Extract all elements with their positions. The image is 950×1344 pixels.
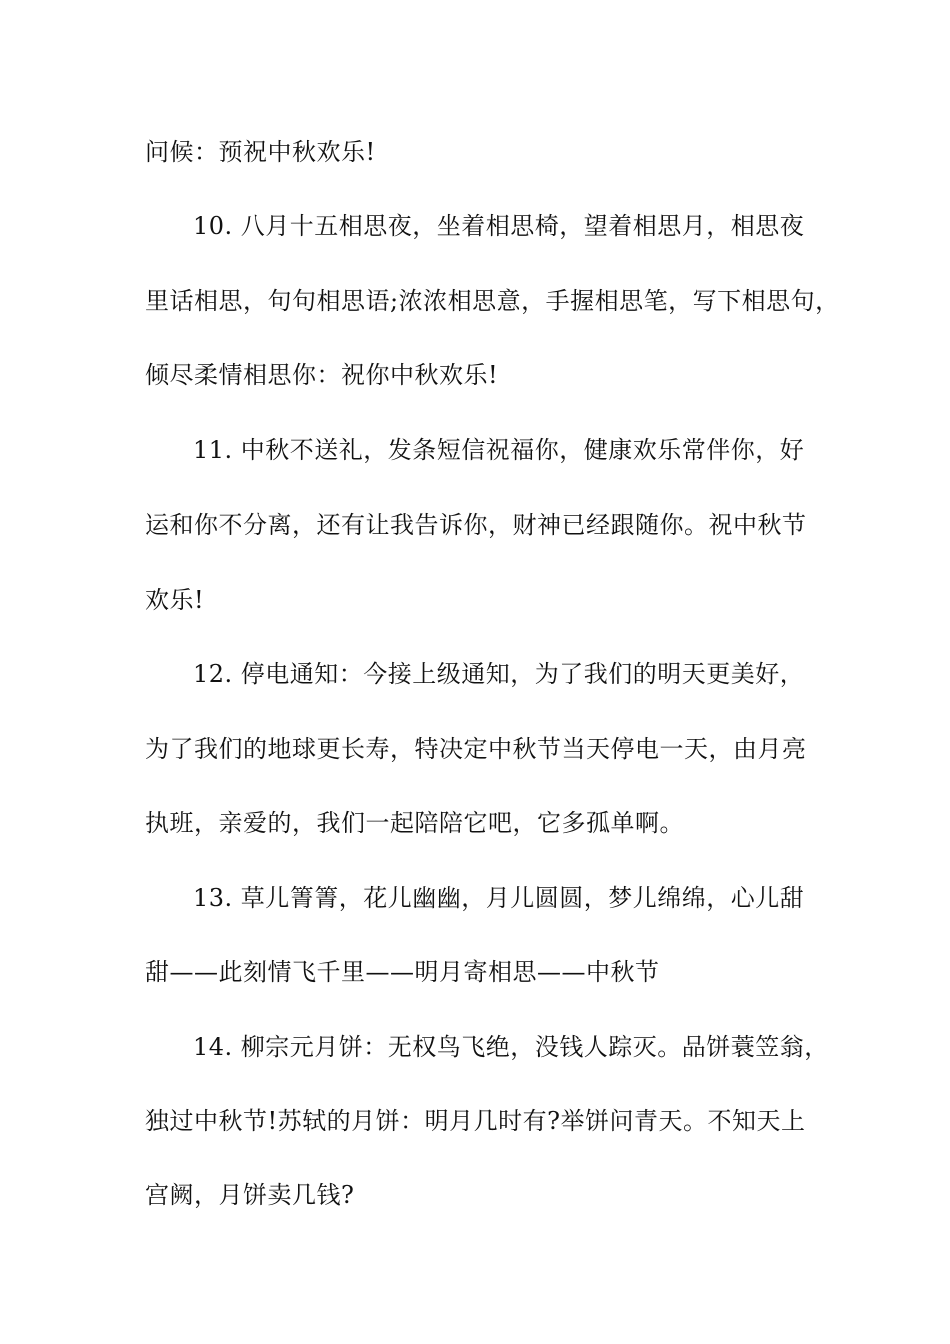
text-line: 倾尽柔情相思你：祝你中秋欢乐! bbox=[145, 361, 499, 389]
text-line: 为了我们的地球更长寿，特决定中秋节当天停电一天，由月亮 bbox=[145, 735, 807, 763]
text-line: 问候：预祝中秋欢乐! bbox=[145, 138, 376, 166]
paragraph-first-line: 12. 停电通知：今接上级通知，为了我们的明天更美好， bbox=[193, 660, 805, 688]
text-line: 里话相思，句句相思语;浓浓相思意，手握相思笔，写下相思句， bbox=[145, 287, 840, 315]
paragraph-first-line: 14. 柳宗元月饼：无权鸟飞绝，没钱人踪灭。品饼蓑笠翁， bbox=[193, 1033, 829, 1061]
paragraph-first-line: 13. 草儿箐箐，花儿幽幽，月儿圆圆，梦儿绵绵，心儿甜 bbox=[193, 884, 805, 912]
text-line: 甜——此刻情飞千里——明月寄相思——中秋节 bbox=[145, 958, 660, 986]
paragraph-first-line: 11. 中秋不送礼，发条短信祝福你，健康欢乐常伴你，好 bbox=[193, 436, 805, 464]
text-line: 运和你不分离，还有让我告诉你，财神已经跟随你。祝中秋节 bbox=[145, 511, 807, 539]
text-line: 欢乐! bbox=[145, 586, 205, 614]
text-line: 独过中秋节!苏轼的月饼：明月几时有?举饼问青天。不知天上 bbox=[145, 1107, 806, 1135]
text-line: 宫阙，月饼卖几钱? bbox=[145, 1181, 355, 1209]
paragraph-first-line: 10. 八月十五相思夜，坐着相思椅，望着相思月，相思夜 bbox=[193, 212, 805, 240]
text-line: 执班，亲爱的，我们一起陪陪它吧，它多孤单啊。 bbox=[145, 809, 684, 837]
